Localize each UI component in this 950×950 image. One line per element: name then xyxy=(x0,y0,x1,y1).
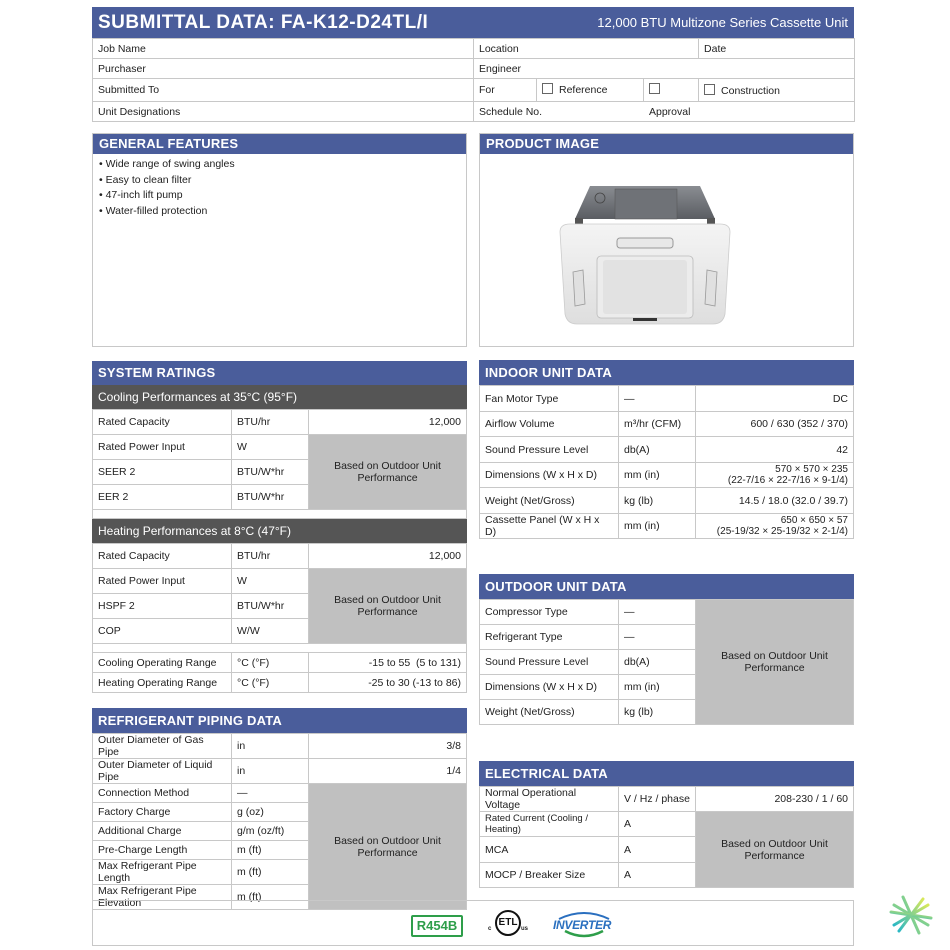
product-image-section xyxy=(479,133,854,347)
table-row: SEER 2 BTU/W*hr xyxy=(93,460,467,485)
table-row: EER 2 BTU/W*hr xyxy=(93,485,467,510)
refrigerant-piping-title: REFRIGERANT PIPING DATA xyxy=(92,708,467,733)
construction-checkbox-wrap[interactable] xyxy=(699,79,855,102)
table-row: Compressor Type — Based on Outdoor Unit Performance xyxy=(480,600,854,625)
engineer-field[interactable]: Engineer xyxy=(474,59,855,79)
table-row: MOCP / Breaker Size A xyxy=(480,863,854,888)
table-row: Rated Current (Cooling / Heating) A Based on Outdoor Unit Performance xyxy=(480,812,854,837)
table-row: Weight (Net/Gross) kg (lb) xyxy=(480,700,854,725)
location-field[interactable]: Location xyxy=(474,39,699,59)
table-row: COP W/W xyxy=(93,619,467,644)
job-name-field[interactable]: Job Name xyxy=(93,39,474,59)
system-ratings-section xyxy=(92,361,467,693)
approval-label: Approval xyxy=(649,106,691,118)
etl-logo: ETL c us xyxy=(488,909,528,939)
indoor-unit-title: INDOOR UNIT DATA xyxy=(479,360,854,385)
table-row: Sound Pressure Level db(A) 42 xyxy=(480,437,854,463)
page-title: SUBMITTAL DATA: FA-K12-D24TL/I xyxy=(98,12,429,33)
approval-checkbox-wrap[interactable] xyxy=(644,79,698,118)
for-label: For xyxy=(474,79,537,102)
table-row: Rated Capacity BTU/hr 12,000 xyxy=(93,410,467,435)
table-row: Weight (Net/Gross) kg (lb) 14.5 / 18.0 (32.0 / 39.7) xyxy=(480,488,854,514)
feature-item: • Water-filled protection xyxy=(99,204,208,217)
construction-label: Construction xyxy=(721,84,780,97)
product-image-title: PRODUCT IMAGE xyxy=(480,134,853,154)
table-row: Cassette Panel (W x H x D) mm (in) 650 × 650 × 57 (25-19/32 × 25-19/32 × 2-1/4) xyxy=(480,514,854,539)
feature-item: • 47-inch lift pump xyxy=(99,189,183,201)
inverter-logo: INVERTER xyxy=(551,911,617,939)
construction-checkbox[interactable] xyxy=(704,84,715,95)
table-row: Rated Capacity BTU/hr 12,000 xyxy=(93,544,467,569)
page-subtitle: 12,000 BTU Multizone Series Cassette Unit xyxy=(597,15,848,30)
table-row: HSPF 2 BTU/W*hr xyxy=(93,594,467,619)
electrical-title: ELECTRICAL DATA xyxy=(479,761,854,786)
table-row: Fan Motor Type — DC xyxy=(480,386,854,412)
system-ratings-title: SYSTEM RATINGS xyxy=(92,361,467,385)
heating-performance-header: Heating Performances at 8°C (47°F) xyxy=(92,519,467,543)
table-row: Pre-Charge Length m (ft) xyxy=(93,841,467,860)
table-row: Cooling Operating Range °C (°F) -15 to 55 (5 to 131) xyxy=(93,653,467,673)
refrigerant-piping-section xyxy=(92,708,467,910)
schedule-no-field[interactable]: Schedule No. xyxy=(474,102,855,122)
unit-designations-field[interactable]: Unit Designations xyxy=(93,102,474,122)
table-row: Max Refrigerant Pipe Length m (ft) xyxy=(93,860,467,885)
brand-snowflake-logo xyxy=(886,890,936,940)
outdoor-unit-section xyxy=(479,574,854,725)
table-row: Dimensions (W x H x D) mm (in) xyxy=(480,675,854,700)
general-features-section xyxy=(92,133,467,347)
table-row: Outer Diameter of Liquid Pipe in 1/4 xyxy=(93,759,467,784)
based-on-outdoor-cell: Based on Outdoor Unit Performance xyxy=(309,569,467,644)
feature-item: • Wide range of swing angles xyxy=(99,158,235,170)
based-on-outdoor-cell: Based on Outdoor Unit Performance xyxy=(696,600,854,725)
heating-table xyxy=(92,543,467,693)
reference-label: Reference xyxy=(559,84,608,96)
table-row: Heating Operating Range °C (°F) -25 to 30 (-13 to 86) xyxy=(93,673,467,693)
table-row: Rated Power Input W Based on Outdoor Unit Performance xyxy=(93,569,467,594)
table-row: Dimensions (W x H x D) mm (in) 570 × 570 × 235 (22-7/16 × 22-7/16 × 9-1/4) xyxy=(480,463,854,488)
purchaser-field[interactable]: Purchaser xyxy=(93,59,474,79)
cooling-table xyxy=(92,409,467,519)
cassette-unit-image xyxy=(555,174,735,334)
electrical-section xyxy=(479,761,854,888)
job-info-table xyxy=(92,38,854,122)
table-row: Sound Pressure Level db(A) xyxy=(480,650,854,675)
table-row: Rated Power Input W Based on Outdoor Unit Performance xyxy=(93,435,467,460)
based-on-outdoor-cell: Based on Outdoor Unit Performance xyxy=(309,435,467,510)
approval-checkbox[interactable] xyxy=(649,83,660,94)
table-row: Connection Method — Based on Outdoor Unit Performance xyxy=(93,784,467,803)
indoor-unit-section xyxy=(479,360,854,539)
table-row: Max Refrigerant Pipe Elevation m (ft) xyxy=(93,885,467,910)
table-row: Airflow Volume m³/hr (CFM) 600 / 630 (352 / 370) xyxy=(480,412,854,437)
general-features-title: GENERAL FEATURES xyxy=(93,134,466,154)
cooling-performance-header: Cooling Performances at 35°C (95°F) xyxy=(92,385,467,409)
header-bar xyxy=(92,7,854,38)
reference-checkbox-wrap[interactable] xyxy=(537,79,644,101)
based-on-outdoor-cell: Based on Outdoor Unit Performance xyxy=(309,784,467,910)
table-row: Factory Charge g (oz) xyxy=(93,803,467,822)
date-field[interactable]: Date xyxy=(699,39,855,59)
outdoor-unit-title: OUTDOOR UNIT DATA xyxy=(479,574,854,599)
table-row: Refrigerant Type — xyxy=(480,625,854,650)
based-on-outdoor-cell: Based on Outdoor Unit Performance xyxy=(696,812,854,888)
reference-checkbox[interactable] xyxy=(542,83,553,94)
certification-footer xyxy=(92,900,854,946)
table-row: Additional Charge g/m (oz/ft) xyxy=(93,822,467,841)
feature-item: • Easy to clean filter xyxy=(99,173,192,186)
table-row: Normal Operational Voltage V / Hz / phase 208-230 / 1 / 60 xyxy=(480,787,854,812)
table-row: Outer Diameter of Gas Pipe in 3/8 xyxy=(93,734,467,759)
r454b-logo: R454B xyxy=(411,915,463,937)
submitted-to-field[interactable]: Submitted To xyxy=(93,79,474,102)
table-row: MCA A xyxy=(480,837,854,863)
